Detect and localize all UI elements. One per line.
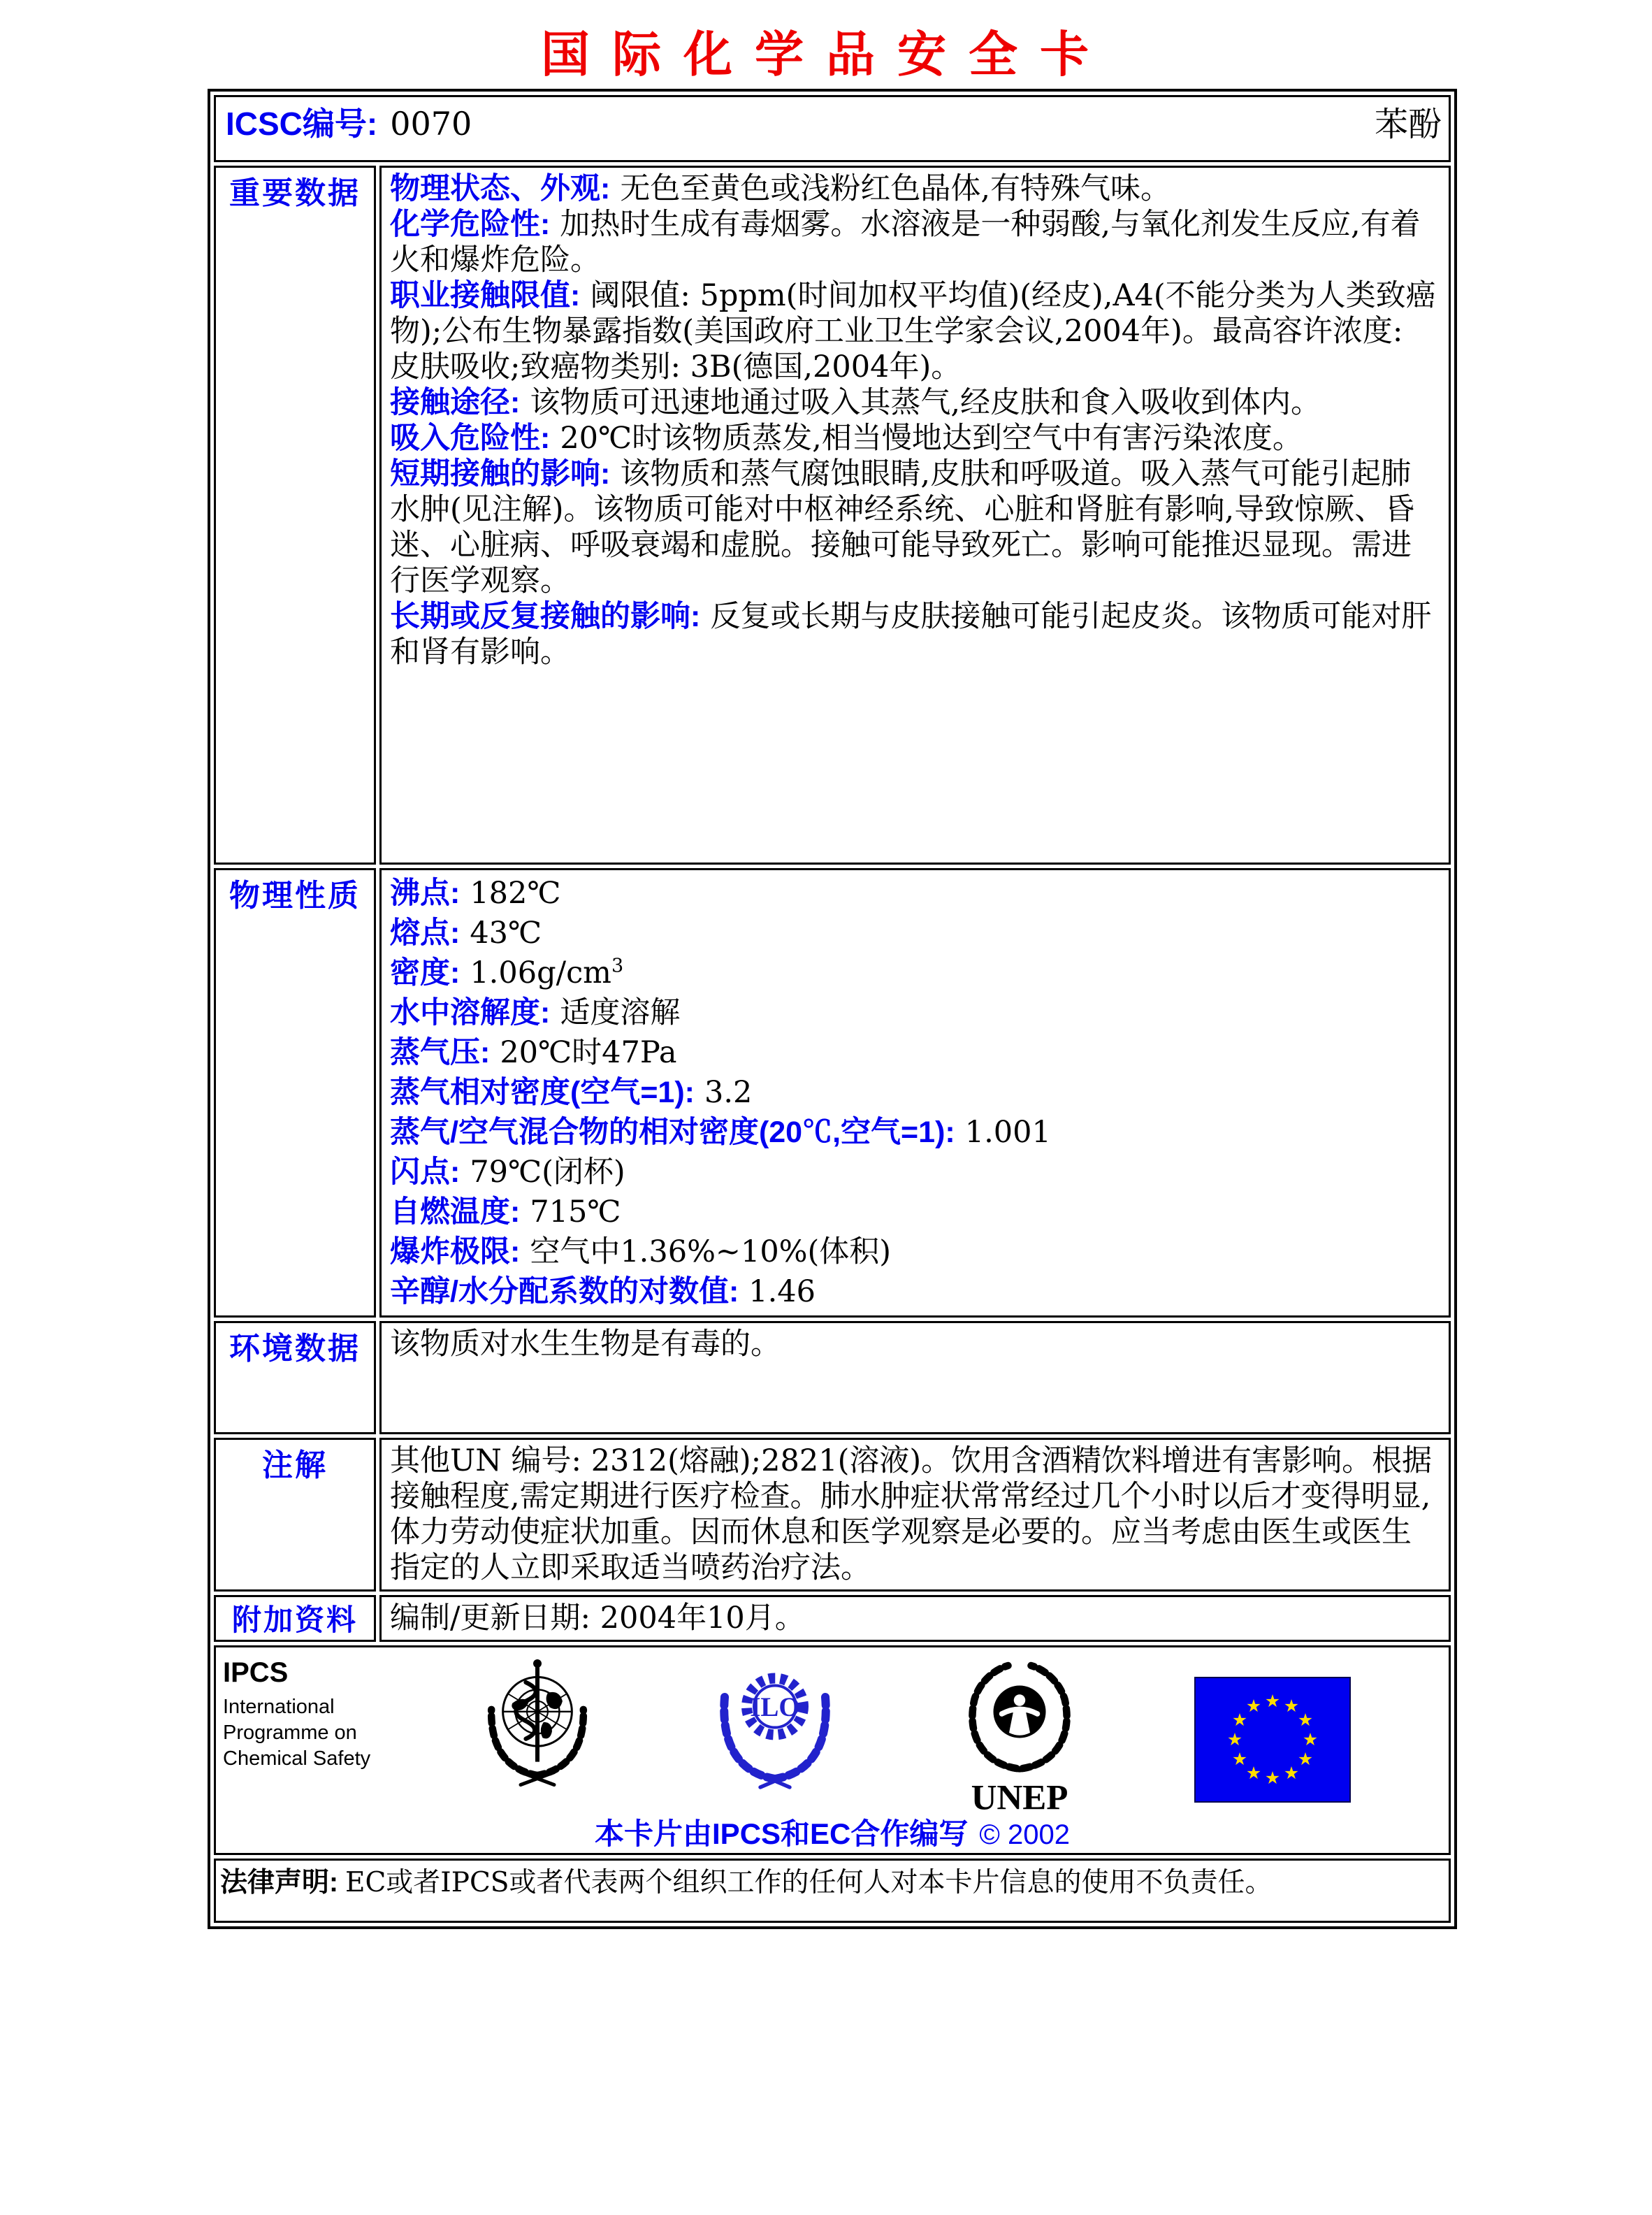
- legal-notice-cell: [214, 1859, 1451, 1923]
- header-row: [214, 95, 1451, 162]
- property-value: 182℃: [470, 876, 561, 911]
- eu-flag-icon: [1194, 1677, 1351, 1805]
- physical-property-line: [390, 1153, 1439, 1192]
- property-value: 79℃(闭杯): [470, 1155, 625, 1190]
- physical-property-line: [390, 1192, 1439, 1232]
- notes-text: 其他UN 编号: 2312(熔融);2821(溶液)。饮用含酒精饮料增进有害影响。根据接触程度,需定期进行医疗检查。肺水肿症状常常经过几个小时以后才变得明显,体力劳动使症状加重。因而休息和医学观察是必要的。应当考虑由医生或医生指定的人立即采取适当喷药治疗法。: [390, 1443, 1433, 1585]
- property-value: 3.2: [704, 1075, 753, 1110]
- property-value: 43℃: [470, 916, 542, 951]
- item-heading: 接触途径:: [390, 386, 521, 419]
- additional-info-text: 编制/更新日期: 2004年10月。: [390, 1601, 805, 1636]
- property-label: 水中溶解度:: [390, 996, 551, 1030]
- item-heading: 长期或反复接触的影响:: [390, 600, 701, 633]
- property-label: 蒸气/空气混合物的相对密度(20℃,空气=1):: [390, 1116, 955, 1149]
- ipcs-abbreviation: IPCS: [223, 1657, 289, 1688]
- ilo-logo-icon: [712, 1657, 838, 1794]
- property-label: 爆炸极限:: [390, 1235, 521, 1269]
- item-text: 该物质可迅速地通过吸入其蒸气,经皮肤和食入吸收到体内。: [530, 385, 1321, 420]
- section-label-notes: 注解: [214, 1438, 376, 1592]
- physical-property-line: [390, 1073, 1439, 1113]
- item-heading: 职业接触限值:: [390, 279, 581, 312]
- property-value: 1.06g/cm: [470, 955, 611, 990]
- notes-content: [379, 1438, 1451, 1592]
- svg-text:ILO: ILO: [750, 1692, 800, 1722]
- property-value: 空气中1.36%~10%(体积): [530, 1234, 892, 1269]
- unep-logo-text: UNEP: [971, 1778, 1068, 1817]
- physical-property-line: [390, 914, 1439, 953]
- property-label: 闪点:: [390, 1155, 461, 1189]
- property-value: 20℃时47Pa: [500, 1035, 677, 1070]
- icsc-card-table: [208, 89, 1457, 1929]
- ipcs-text-block: [223, 1657, 398, 1772]
- icsc-number-value: 0070: [390, 104, 472, 143]
- ipcs-name-line: Programme on: [223, 1722, 357, 1744]
- copyright-year: © 2002: [979, 1819, 1070, 1850]
- item-heading: 化学危险性:: [390, 208, 551, 241]
- section-label-physical-properties: 物理性质: [214, 868, 376, 1318]
- physical-properties-row: [214, 868, 1451, 1318]
- physical-property-line: [390, 953, 1439, 993]
- unep-logo-icon: [953, 1657, 1086, 1819]
- property-label: 辛醇/水分配系数的对数值:: [390, 1275, 739, 1308]
- property-label: 密度:: [390, 956, 461, 990]
- important-data-item: [390, 456, 1439, 599]
- item-text: 反复或长期与皮肤接触可能引起皮炎。该物质可能对肝和肾有影响。: [390, 599, 1432, 670]
- important-data-content: [379, 166, 1451, 865]
- important-data-item: [390, 278, 1439, 385]
- important-data-item: [390, 599, 1439, 670]
- property-value: 适度溶解: [560, 995, 681, 1030]
- cooperation-caption-row: [216, 1811, 1449, 1853]
- item-text: 无色至黄色或浅粉红色晶体,有特殊气味。: [620, 171, 1171, 206]
- item-text: 20℃时该物质蒸发,相当慢地达到空气中有害污染浓度。: [560, 421, 1303, 456]
- additional-info-content: [379, 1595, 1451, 1642]
- important-data-item: [390, 385, 1439, 421]
- environmental-data-content: [379, 1321, 1451, 1434]
- physical-property-line: [390, 1033, 1439, 1073]
- important-data-item: [390, 171, 1439, 207]
- important-data-row: [214, 166, 1451, 865]
- who-logo-icon: [474, 1657, 600, 1793]
- environmental-data-row: [214, 1321, 1451, 1434]
- physical-property-line: [390, 993, 1439, 1033]
- legal-notice-label: 法律声明:: [220, 1868, 338, 1898]
- chemical-name: 苯酚: [1374, 105, 1442, 144]
- physical-property-line: [390, 1113, 1439, 1153]
- physical-property-line: [390, 1232, 1439, 1272]
- important-data-item: [390, 207, 1439, 278]
- property-value: 715℃: [530, 1195, 621, 1229]
- icsc-number-label: ICSC编号:: [226, 105, 378, 142]
- ipcs-name-line: Chemical Safety: [223, 1747, 371, 1770]
- legal-notice-text: EC或者IPCS或者代表两个组织工作的任何人对本卡片信息的使用不负责任。: [345, 1867, 1273, 1898]
- additional-info-row: [214, 1595, 1451, 1642]
- physical-property-line: [390, 874, 1439, 914]
- superscript: 3: [611, 955, 624, 977]
- section-label-additional-info: 附加资料: [214, 1595, 376, 1642]
- property-label: 沸点:: [390, 876, 461, 910]
- important-data-item: [390, 421, 1439, 456]
- physical-property-line: [390, 1272, 1439, 1312]
- property-label: 蒸气压:: [390, 1036, 491, 1069]
- property-label: 熔点:: [390, 916, 461, 950]
- icsc-number-group: [226, 99, 472, 145]
- item-heading: 吸入危险性:: [390, 421, 551, 455]
- property-value: 1.001: [964, 1115, 1051, 1150]
- physical-properties-content: [379, 868, 1451, 1318]
- section-label-environmental-data: 环境数据: [214, 1321, 376, 1434]
- ipcs-name-line: International: [223, 1696, 335, 1718]
- legal-row: [214, 1859, 1451, 1923]
- logos-row: [214, 1645, 1451, 1855]
- property-label: 自燃温度:: [390, 1195, 521, 1229]
- property-value: 1.46: [748, 1274, 816, 1309]
- environmental-data-text: 该物质对水生生物是有毒的。: [390, 1327, 781, 1362]
- page-title: 国际化学品安全卡: [541, 27, 1111, 82]
- cooperation-caption: 本卡片由IPCS和EC合作编写: [595, 1817, 969, 1850]
- card-header-cell: [214, 95, 1451, 162]
- section-label-important-data: 重要数据: [214, 166, 376, 865]
- item-text: 加热时生成有毒烟雾。水溶液是一种弱酸,与氧化剂发生反应,有着火和爆炸危险。: [390, 207, 1421, 277]
- logos-cell: [214, 1645, 1451, 1855]
- property-label: 蒸气相对密度(空气=1):: [390, 1076, 695, 1109]
- item-text: 阈限值: 5ppm(时间加权平均值)(经皮),A4(不能分类为人类致癌物);公布生物暴露指数(美国政府工业卫生学家会议,2004年)。最高容许浓度: 皮肤吸收;致癌物类别: 3B(德国,2004年)。: [390, 278, 1436, 384]
- notes-row: [214, 1438, 1451, 1592]
- item-text: 该物质和蒸气腐蚀眼睛,皮肤和呼吸道。吸入蒸气可能引起肺水肿(见注解)。该物质可能对中枢神经系统、心脏和肾脏有影响,导致惊厥、昏迷、心脏病、呼吸衰竭和虚脱。接触可能导致死亡。影响可能推迟显现。需进行医学观察。: [390, 456, 1415, 598]
- item-heading: 短期接触的影响:: [390, 457, 611, 491]
- item-heading: 物理状态、外观:: [390, 172, 611, 205]
